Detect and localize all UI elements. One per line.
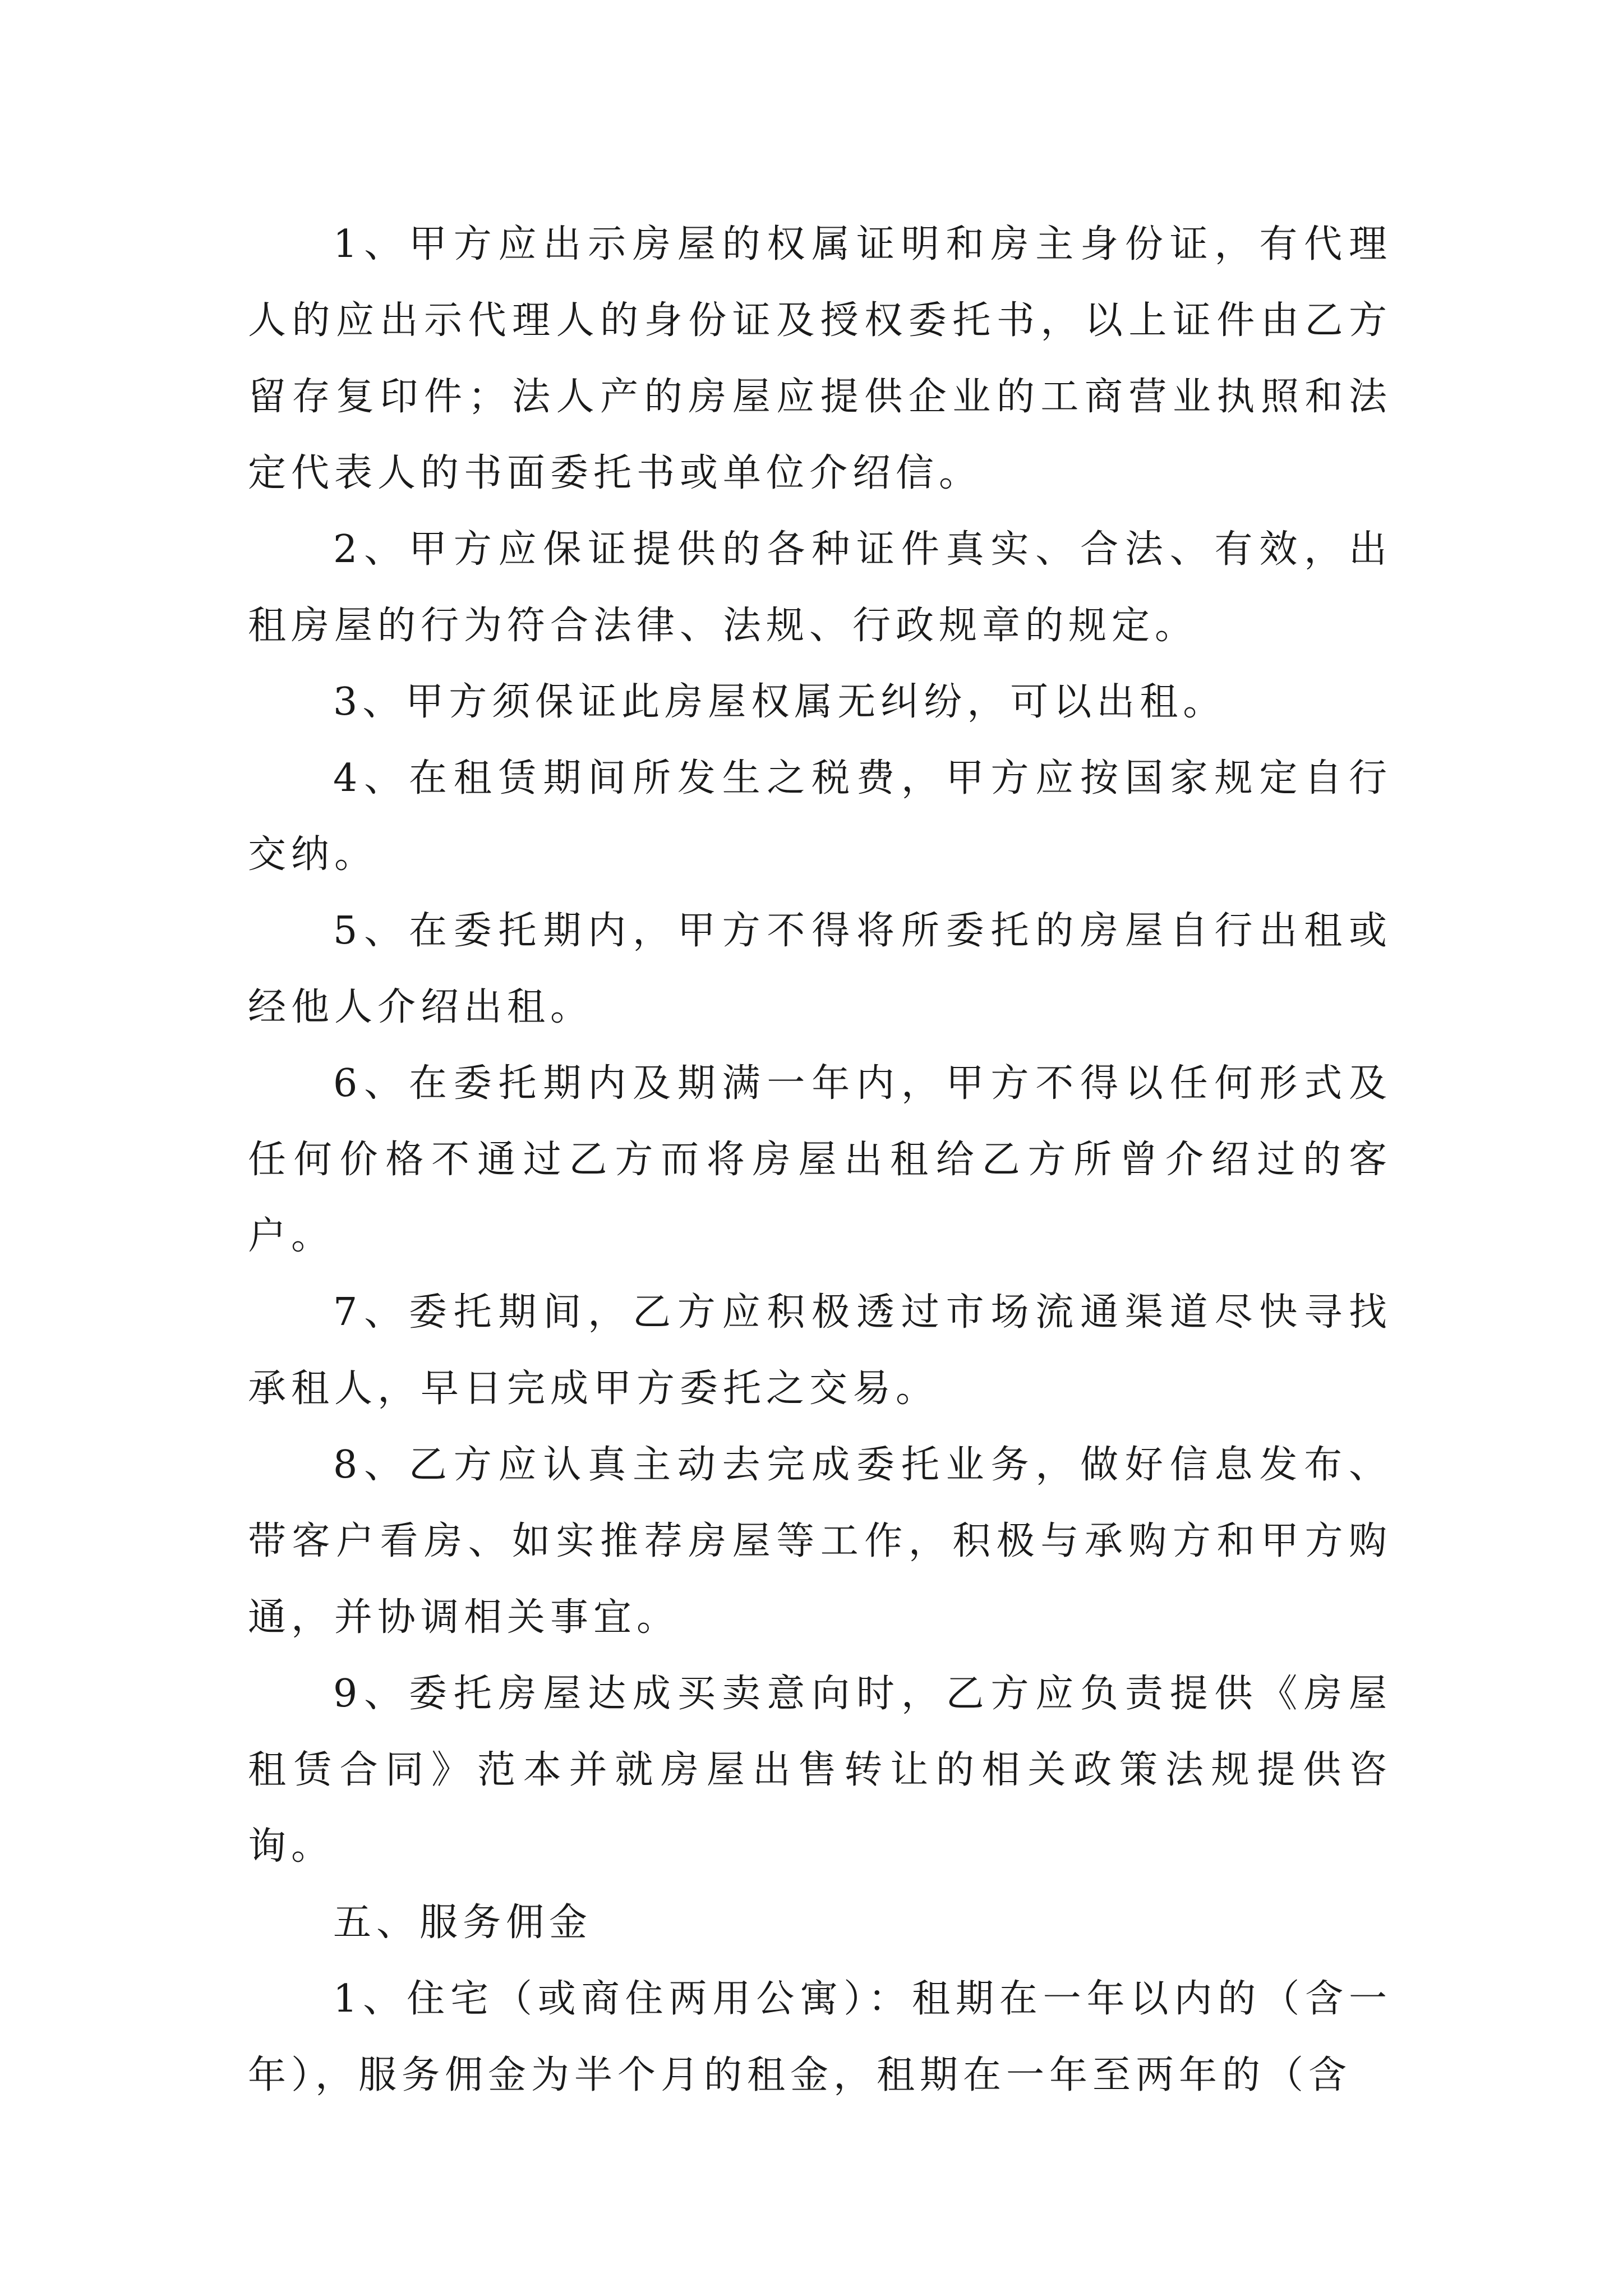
paragraph-obligation-6: 6、在委托期内及期满一年内，甲方不得以任何形式及任何价格不通过乙方而将房屋出租给乙方所曾介绍过的客户。	[248, 1061, 1392, 1258]
paragraph-obligation-8: 8、乙方应认真主动去完成委托业务，做好信息发布、带客户看房、如实推荐房屋等工作，积极与承购方和甲方购通，并协调相关事宜。	[248, 1443, 1392, 1640]
section-heading-service-commission: 五、服务佣金	[333, 1901, 593, 1945]
paragraph-obligation-3: 3、甲方须保证此房屋权属无纠纷，可以出租。	[333, 680, 1227, 724]
paragraph-obligation-1: 1、甲方应出示房屋的权属证明和房主身份证，有代理人的应出示代理人的身份证及授权委托书，以上证件由乙方留存复印件；法人产的房屋应提供企业的工商营业执照和法定代表人的书面委托书或单位介绍信。	[248, 222, 1392, 495]
paragraph-obligation-9: 9、委托房屋达成买卖意向时，乙方应负责提供《房屋租赁合同》范本并就房屋出售转让的相关政策法规提供咨询。	[248, 1672, 1392, 1869]
paragraph-obligation-5: 5、在委托期内，甲方不得将所委托的房屋自行出租或经他人介绍出租。	[248, 909, 1392, 1029]
document-body	[248, 206, 1392, 2114]
paragraph-obligation-7: 7、委托期间，乙方应积极透过市场流通渠道尽快寻找承租人，早日完成甲方委托之交易。	[248, 1290, 1392, 1411]
paragraph-commission-1: 1、住宅（或商住两用公寓）：租期在一年以内的（含一年），服务佣金为半个月的租金，租期在一年至两年的（含	[248, 1977, 1392, 2097]
paragraph-obligation-4: 4、在租赁期间所发生之税费，甲方应按国家规定自行交纳。	[248, 756, 1392, 877]
paragraph-obligation-2: 2、甲方应保证提供的各种证件真实、合法、有效，出租房屋的行为符合法律、法规、行政规章的规定。	[248, 527, 1392, 648]
